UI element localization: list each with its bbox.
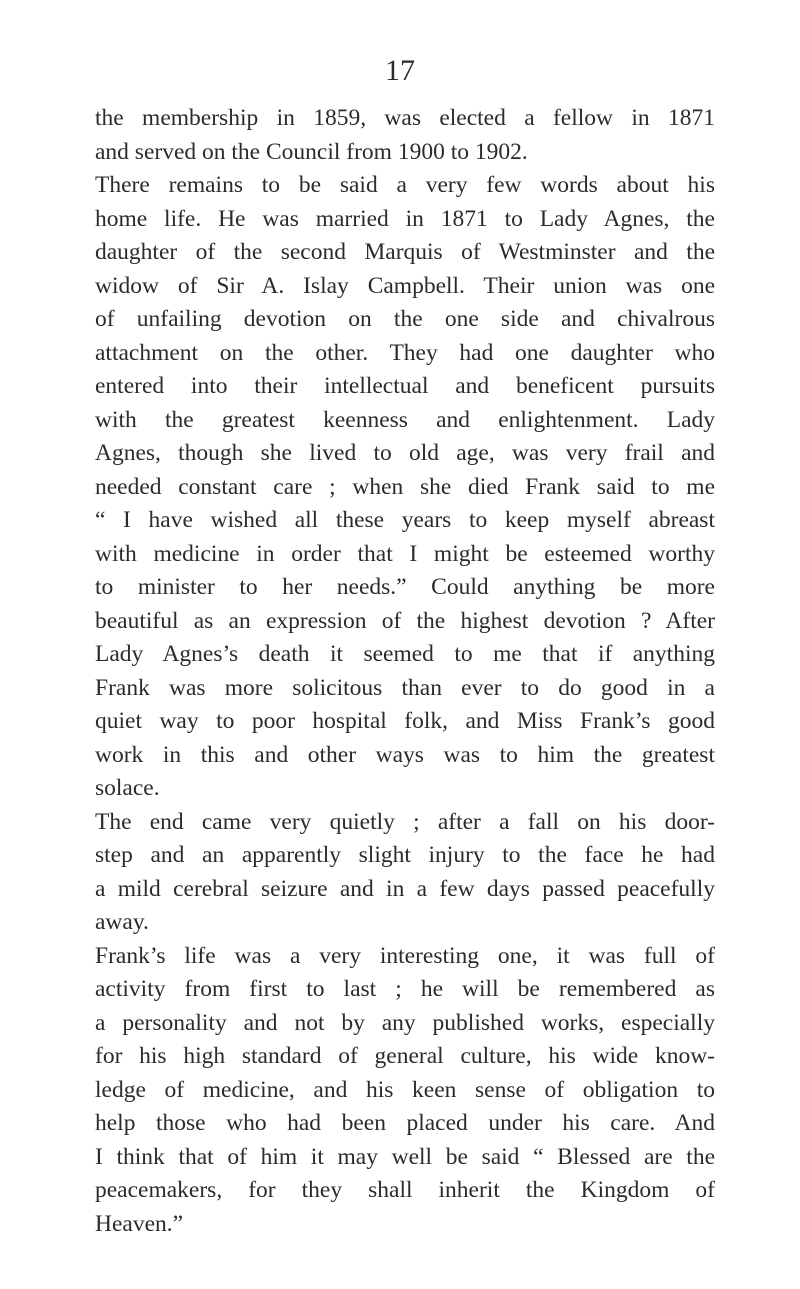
page-number: 17 bbox=[385, 54, 415, 87]
text-line: Heaven.” bbox=[95, 1210, 184, 1237]
text-line: a mild cerebral seizure and in a few days passed peacefully bbox=[95, 875, 715, 902]
text-line: There remains to be said a very few words about his bbox=[95, 172, 715, 198]
text-line: with the greatest keenness and enlightenment. Lady bbox=[95, 406, 715, 433]
text-line: The end came very quietly ; after a fall on his door- bbox=[95, 808, 715, 835]
text-line: I think that of him it may well be said “ Blessed are the bbox=[95, 1143, 715, 1170]
text-line: widow of Sir A. Islay Campbell. Their union was one bbox=[95, 272, 715, 299]
text-line: entered into their intellectual and beneficent pursuits bbox=[95, 373, 715, 399]
text-line: Lady Agnes’s death it seemed to me that if anything bbox=[95, 641, 715, 667]
text-line: for his high standard of general culture, his wide know- bbox=[95, 1043, 715, 1069]
text-line: activity from first to last ; he will be remembered as bbox=[95, 976, 715, 1002]
paragraph bbox=[95, 806, 715, 940]
paragraph bbox=[95, 102, 715, 169]
text-line: help those who had been placed under his care. And bbox=[95, 1110, 715, 1136]
text-line: and served on the Council from 1900 to 1902. bbox=[95, 138, 528, 165]
body-text bbox=[95, 102, 715, 1241]
text-line: ledge of medicine, and his keen sense of obligation to bbox=[95, 1076, 715, 1103]
text-line: of unfailing devotion on the one side and chivalrous bbox=[95, 306, 715, 332]
text-line: beautiful as an expression of the highest devotion ? After bbox=[95, 607, 715, 634]
text-line: Agnes, though she lived to old age, was very frail and bbox=[95, 440, 715, 466]
text-line: “ I have wished all these years to keep myself abreast bbox=[95, 507, 715, 533]
text-line: step and an apparently slight injury to the face he had bbox=[95, 842, 715, 868]
text-line: a personality and not by any published works, especially bbox=[95, 1009, 715, 1036]
text-line: away. bbox=[95, 909, 149, 935]
text-line: peacemakers, for they shall inherit the Kingdom of bbox=[95, 1177, 715, 1203]
text-line: Frank was more solicitous than ever to do good in a bbox=[95, 674, 715, 701]
text-line: needed constant care ; when she died Frank said to me bbox=[95, 473, 715, 500]
text-line: with medicine in order that I might be esteemed worthy bbox=[95, 540, 715, 567]
paragraph bbox=[95, 169, 715, 806]
text-line: to minister to her needs.” Could anything be more bbox=[95, 574, 715, 600]
text-line: solace. bbox=[95, 775, 160, 801]
text-line: daughter of the second Marquis of Westminster and the bbox=[95, 239, 715, 265]
text-line: attachment on the other. They had one daughter who bbox=[95, 339, 715, 366]
paragraph bbox=[95, 940, 715, 1242]
text-line: home life. He was married in 1871 to Lady Agnes, the bbox=[95, 205, 715, 232]
text-line: Frank’s life was a very interesting one, it was full of bbox=[95, 942, 715, 969]
text-line: quiet way to poor hospital folk, and Miss Frank’s good bbox=[95, 708, 715, 734]
text-line: work in this and other ways was to him the greatest bbox=[95, 741, 715, 768]
text-line: the membership in 1859, was elected a fellow in 1871 bbox=[95, 105, 715, 131]
